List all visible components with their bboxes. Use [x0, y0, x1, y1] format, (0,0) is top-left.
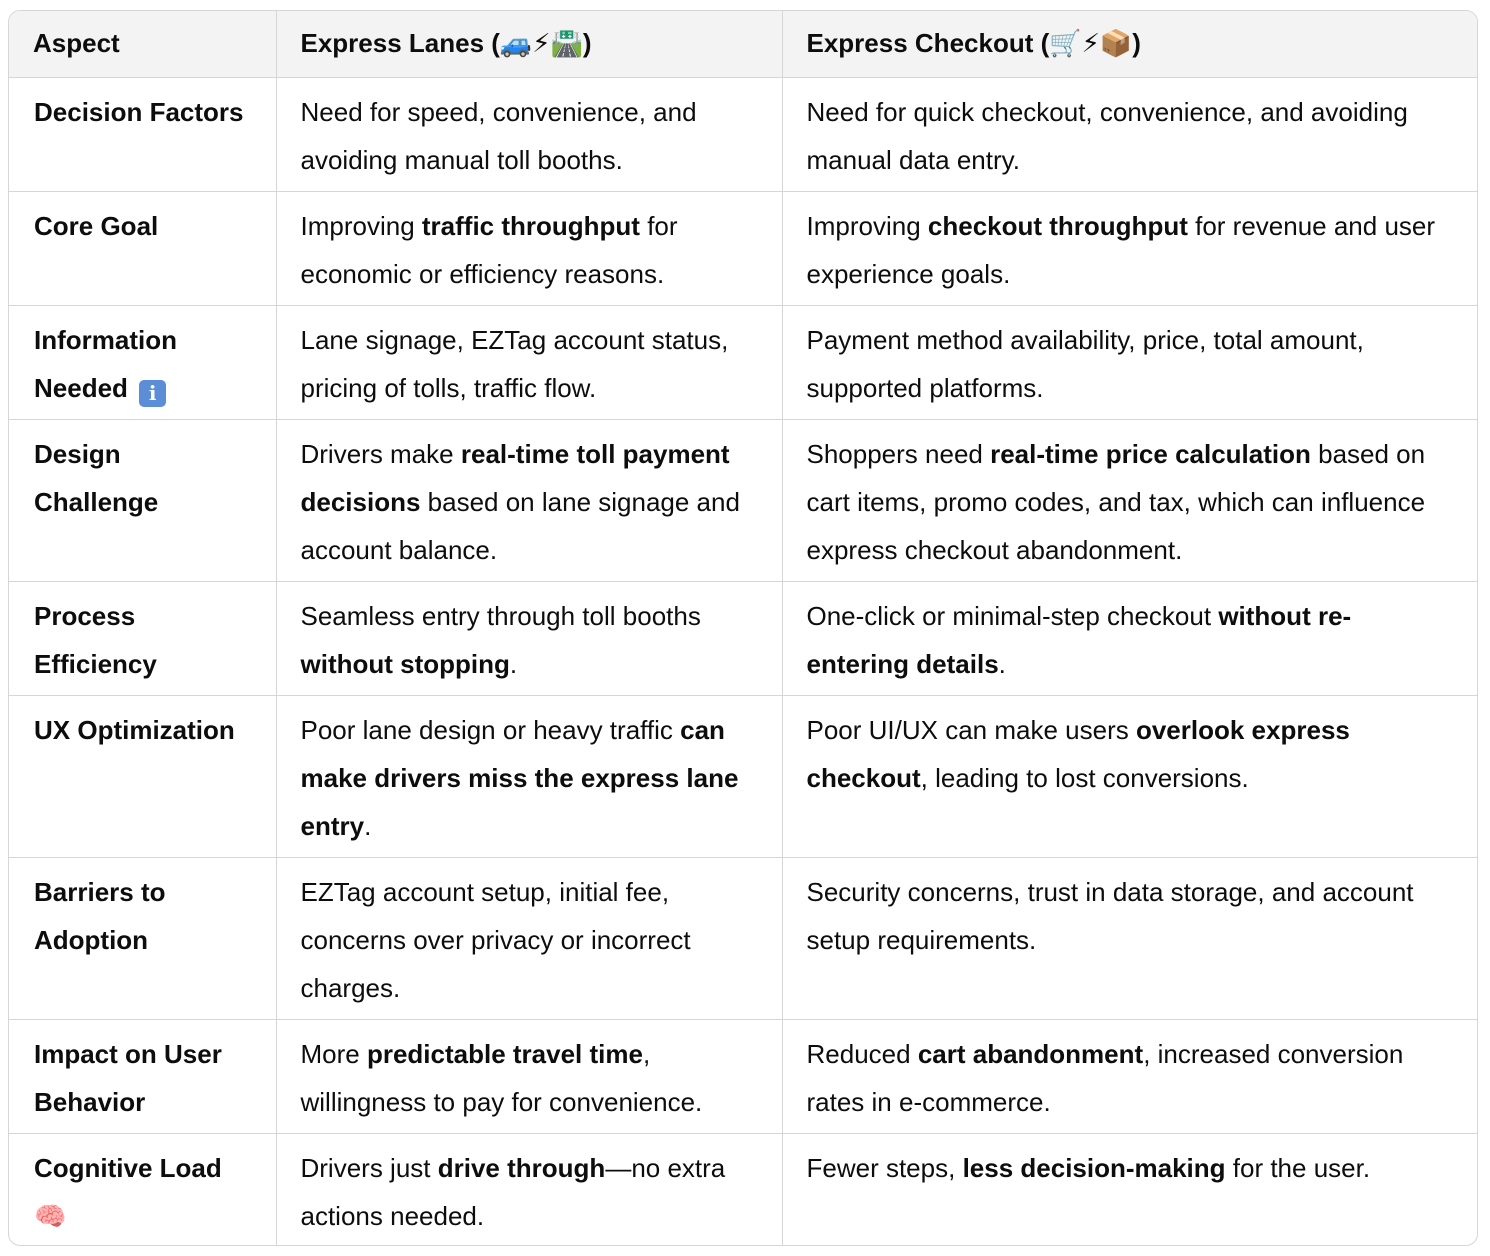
table-row	[9, 1019, 1477, 1133]
text-segment: Improving	[806, 210, 928, 241]
aspect-label: Impact on User Behavior	[34, 1038, 222, 1117]
row-lanes-cell	[276, 857, 782, 1019]
text-segment: Reduced	[806, 1038, 918, 1069]
text-segment: , leading to lost conversions.	[920, 762, 1249, 793]
text-segment: Security concerns, trust in data storage, and account setup requirements.	[806, 876, 1414, 955]
text-segment: .	[509, 648, 518, 679]
header-express-lanes: Express Lanes (🚙⚡🛣️)	[276, 11, 782, 77]
row-aspect-cell	[9, 77, 276, 191]
text-segment: for the user.	[1225, 1152, 1371, 1183]
text-segment: based on cart items, promo codes, and tax, which can influence express checkout abandonment.	[806, 438, 1426, 565]
row-lanes-cell	[276, 695, 782, 857]
text-segment: —no extra actions needed.	[300, 1152, 726, 1231]
text-segment: , willingness to pay for convenience.	[300, 1038, 703, 1117]
bold-text: predictable travel time	[366, 1038, 643, 1069]
bold-text: without re-entering details	[806, 600, 1352, 679]
bold-text: drive through	[437, 1152, 606, 1183]
bold-text: real-time toll payment decisions	[300, 438, 730, 517]
row-checkout-cell	[782, 191, 1477, 305]
row-aspect-cell	[9, 581, 276, 695]
bold-text: traffic throughput	[421, 210, 640, 241]
comparison-table-container	[8, 10, 1478, 1246]
text-segment: More	[300, 1038, 367, 1069]
aspect-label: Cognitive Load 🧠	[34, 1152, 222, 1231]
row-lanes-cell	[276, 305, 782, 419]
text-segment: Seamless entry through toll booths	[300, 600, 701, 631]
row-lanes-cell	[276, 191, 782, 305]
aspect-label: UX Optimization	[34, 714, 235, 745]
bold-text: less decision-making	[962, 1152, 1226, 1183]
bold-text: overlook express checkout	[806, 714, 1350, 793]
table-row	[9, 419, 1477, 581]
aspect-label: Information Needed	[34, 324, 177, 403]
text-segment: Need for speed, convenience, and avoiding manual toll booths.	[300, 96, 697, 175]
table-row	[9, 77, 1477, 191]
row-checkout-cell	[782, 419, 1477, 581]
table-row	[9, 695, 1477, 857]
bold-text: cart abandonment	[917, 1038, 1144, 1069]
table-header	[9, 11, 1477, 77]
aspect-label: Process Efficiency	[34, 600, 157, 679]
row-aspect-cell	[9, 191, 276, 305]
text-segment: Improving	[300, 210, 422, 241]
text-segment: for revenue and user experience goals.	[806, 210, 1436, 289]
text-segment: Drivers just	[300, 1152, 438, 1183]
text-segment: , increased conversion rates in e-commerce.	[806, 1038, 1404, 1117]
row-checkout-cell	[782, 581, 1477, 695]
bold-text: without stopping	[300, 648, 510, 679]
bold-text: real-time price calculation	[990, 438, 1311, 469]
table-row	[9, 581, 1477, 695]
table-row	[9, 857, 1477, 1019]
row-lanes-cell	[276, 1133, 782, 1246]
text-segment: EZTag account setup, initial fee, concerns over privacy or incorrect charges.	[300, 876, 691, 1003]
row-checkout-cell	[782, 305, 1477, 419]
aspect-label: Design Challenge	[34, 438, 159, 517]
row-checkout-cell	[782, 857, 1477, 1019]
text-segment: .	[364, 810, 372, 841]
table-row	[9, 191, 1477, 305]
text-segment: Poor UI/UX can make users	[806, 714, 1136, 745]
header-express-checkout: Express Checkout (🛒⚡📦)	[782, 11, 1477, 77]
row-lanes-cell	[276, 419, 782, 581]
text-segment: Lane signage, EZTag account status, pricing of tolls, traffic flow.	[300, 324, 729, 403]
row-aspect-cell	[9, 305, 276, 419]
text-segment: Need for quick checkout, convenience, and avoiding manual data entry.	[806, 96, 1408, 175]
header-row	[9, 11, 1477, 77]
table-body	[9, 77, 1477, 1246]
row-checkout-cell	[782, 1133, 1477, 1246]
text-segment: based on lane signage and account balance.	[300, 486, 740, 565]
row-checkout-cell	[782, 1019, 1477, 1133]
row-lanes-cell	[276, 581, 782, 695]
table-row	[9, 1133, 1477, 1246]
text-segment: One-click or minimal-step checkout	[806, 600, 1219, 631]
table-row	[9, 305, 1477, 419]
row-lanes-cell	[276, 1019, 782, 1133]
comparison-table	[9, 11, 1477, 1246]
aspect-label: Core Goal	[34, 210, 159, 241]
row-checkout-cell	[782, 77, 1477, 191]
row-aspect-cell	[9, 695, 276, 857]
text-segment: Poor lane design or heavy traffic	[300, 714, 681, 745]
text-segment: Shoppers need	[806, 438, 991, 469]
aspect-label: Barriers to Adoption	[34, 876, 166, 955]
text-segment: Fewer steps,	[806, 1152, 963, 1183]
row-lanes-cell	[276, 77, 782, 191]
row-checkout-cell	[782, 695, 1477, 857]
text-segment: Drivers make	[300, 438, 461, 469]
row-aspect-cell	[9, 857, 276, 1019]
row-aspect-cell	[9, 1133, 276, 1246]
text-segment: .	[998, 648, 1006, 679]
header-aspect: Aspect	[9, 11, 276, 77]
text-segment: Payment method availability, price, total amount, supported platforms.	[806, 324, 1364, 403]
info-icon: i	[139, 380, 166, 407]
text-segment: for economic or efficiency reasons.	[300, 210, 678, 289]
row-aspect-cell	[9, 419, 276, 581]
row-aspect-cell	[9, 1019, 276, 1133]
bold-text: can make drivers miss the express lane entry	[300, 714, 739, 841]
bold-text: checkout throughput	[927, 210, 1188, 241]
aspect-label: Decision Factors	[34, 96, 244, 127]
